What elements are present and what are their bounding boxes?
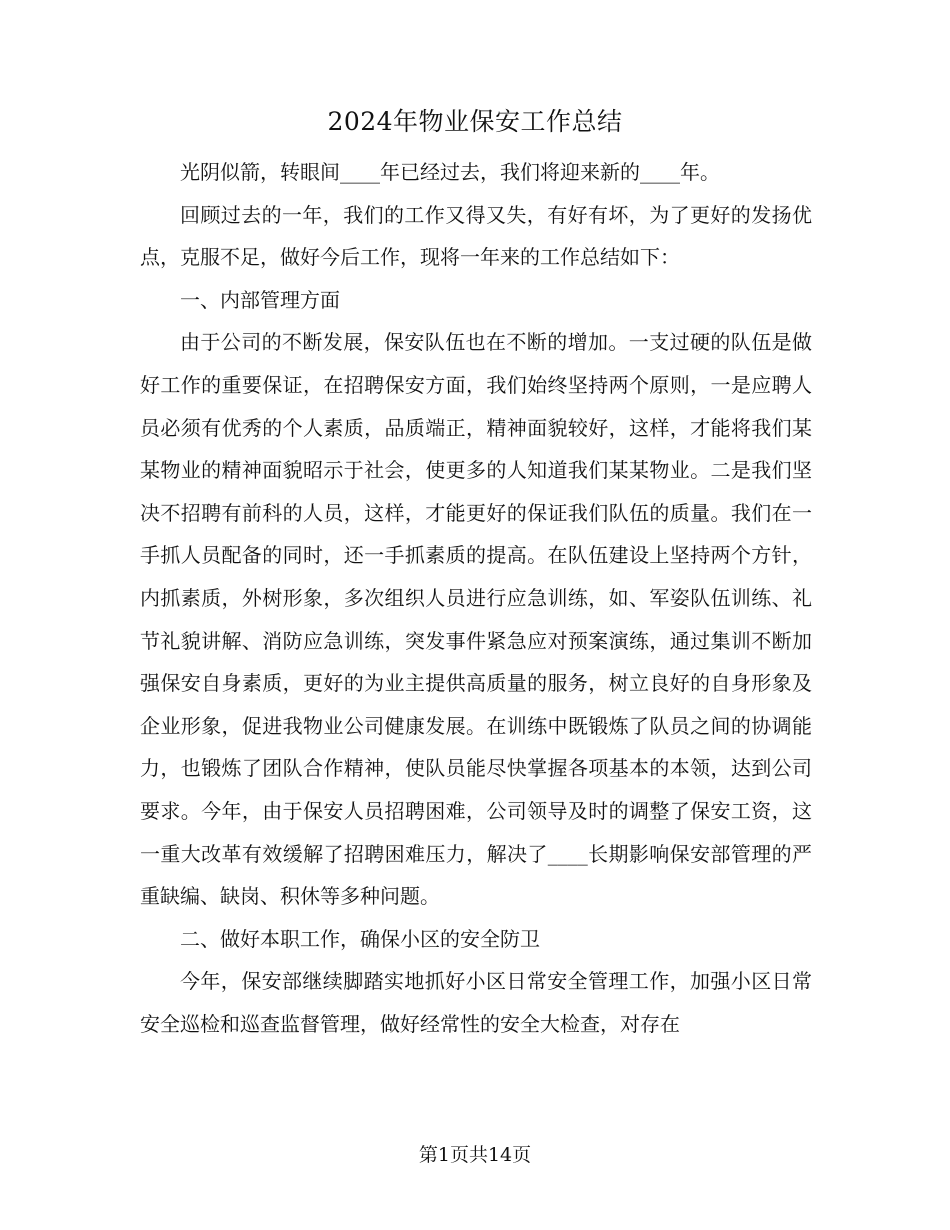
paragraph-internal-management: 由于公司的不断发展，保安队伍也在不断的增加。一支过硬的队伍是做好工作的重要保证，在招聘保安方面，我们始终坚持两个原则，一是应聘人员必须有优秀的个人素质，品质端正，精神面貌较好，这样，才能将我们某某物业的精神面貌昭示于社会，使更多的人知道我们某某物业。二是我们坚决不招聘有前科的人员，这样，才能更好的保证我们队伍的质量。我们在一手抓人员配备的同时，还一手抓素质的提高。在队伍建设上坚持两个方针，内抓素质，外树形象，多次组织人员进行应急训练，如、军姿队伍训练、礼节礼貌讲解、消防应急训练，突发事件紧急应对预案演练，通过集训不断加强保安自身素质，更好的为业主提供高质量的服务，树立良好的自身形象及企业形象，促进我物业公司健康发展。在训练中既锻炼了队员之间的协调能力，也锻炼了团队合作精神，使队员能尽快掌握各项基本的本领，达到公司要求。今年，由于保安人员招聘困难，公司领导及时的调整了保安工资，这一重大改革有效缓解了招聘困难压力，解决了____长期影响保安部管理的严重缺编、缺岗、积休等多种问题。 <box>140 330 812 909</box>
paragraph-intro: 光阴似箭，转眼间____年已经过去，我们将迎来新的____年。 <box>180 160 720 184</box>
document-title: 2024年物业保安工作总结 <box>327 107 623 136</box>
page-indicator: 第1页共14页 <box>418 1144 532 1166</box>
document-body <box>140 151 812 1045</box>
section-heading-internal-management: 一、内部管理方面 <box>180 287 340 312</box>
paragraph-security-duty: 今年，保安部继续脚踏实地抓好小区日常安全管理工作，加强小区日常安全巡检和巡查监督管理，做好经常性的安全大检查，对存在 <box>140 969 812 1036</box>
section-heading-security-duty: 二、做好本职工作，确保小区的安全防卫 <box>180 926 540 951</box>
paragraph-review: 回顾过去的一年，我们的工作又得又失，有好有坏，为了更好的发扬优点，克服不足，做好今后工作，现将一年来的工作总结如下： <box>140 202 812 270</box>
